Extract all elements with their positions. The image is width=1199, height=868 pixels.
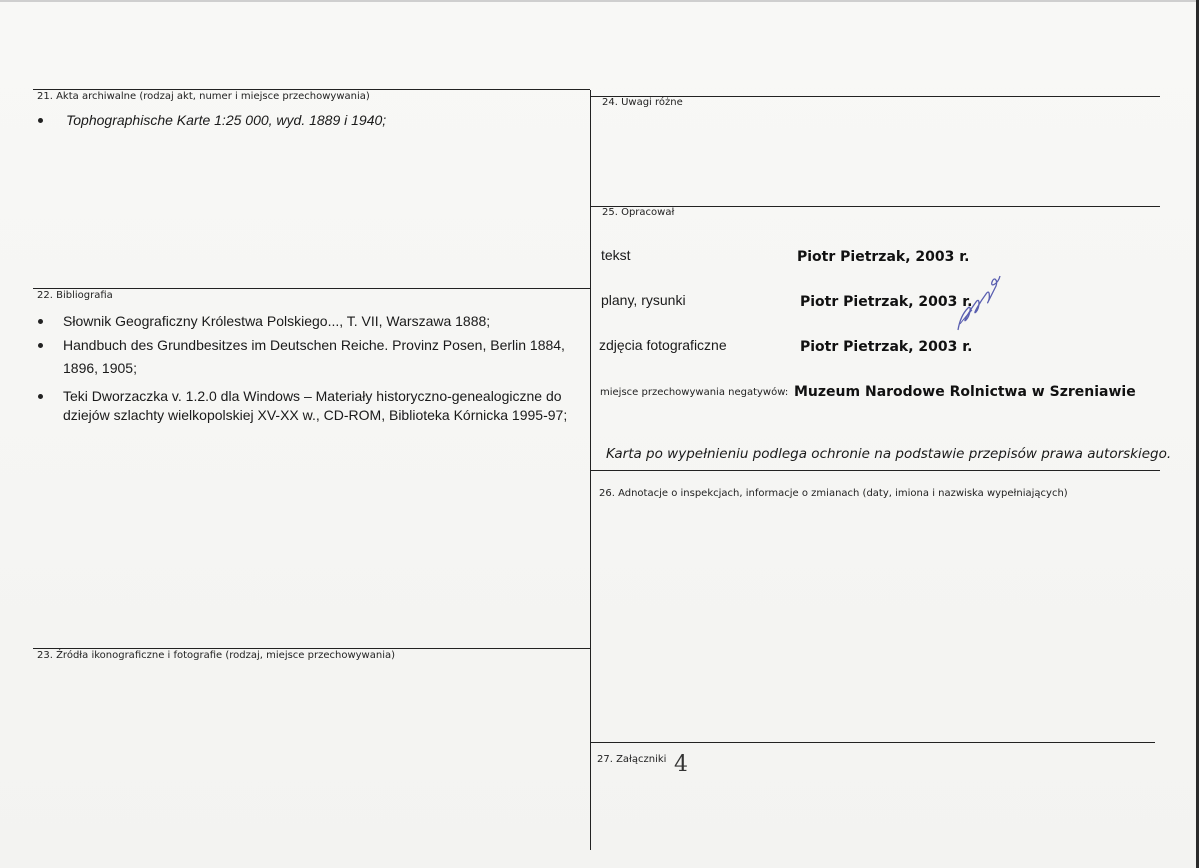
row-label-text: tekst	[601, 247, 631, 263]
row-value-plans: Piotr Pietrzak, 2003 r.	[800, 294, 973, 310]
bibliography-item: Teki Dworzaczka v. 1.2.0 dla Windows – Materiały historyczno-genealogiczne do	[63, 388, 562, 404]
row-value-photos: Piotr Pietrzak, 2003 r.	[800, 339, 973, 355]
section-27-label: 27. Załączniki	[597, 754, 667, 765]
row-label-plans: plany, rysunki	[601, 292, 686, 308]
scan-edge-top	[0, 0, 1199, 2]
section-21-top-border	[33, 89, 590, 90]
section-26-top-border	[590, 470, 1160, 471]
section-24-label: 24. Uwagi różne	[602, 97, 683, 108]
section-21-label: 21. Akta archiwalne (rodzaj akt, numer i miejsce przechowywania)	[37, 91, 370, 102]
bibliography-item-continued: dziejów szlachty wielkopolskiej XV-XX w., CD-ROM, Biblioteka Kórnicka 1995-97;	[63, 407, 568, 423]
section-23-top-border	[33, 648, 590, 649]
bibliography-item-continued: 1896, 1905;	[63, 360, 137, 376]
section-26-label: 26. Adnotacje o inspekcjach, informacje o zmianach (daty, imiona i nazwiska wypełniających)	[599, 488, 1068, 499]
section-25-label: 25. Opracował	[602, 207, 675, 218]
section-23-label: 23. Źródła ikonograficzne i fotografie (rodzaj, miejsce przechowywania)	[37, 650, 396, 661]
row-value-text: Piotr Pietrzak, 2003 r.	[797, 249, 970, 265]
section-25-top-border	[590, 206, 1160, 207]
section-22-top-border	[33, 288, 590, 289]
bibliography-item: Handbuch des Grundbesitzes im Deutschen Reiche. Provinz Posen, Berlin 1884,	[63, 337, 565, 353]
negatives-value: Muzeum Narodowe Rolnictwa w Szreniawie	[794, 384, 1136, 400]
bibliography-item: Słownik Geograficzny Królestwa Polskiego..., T. VII, Warszawa 1888;	[63, 313, 491, 329]
attachments-count-handwritten: 4	[674, 752, 688, 777]
bullet-icon	[38, 343, 43, 348]
bullet-icon	[38, 394, 43, 399]
negatives-label: miejsce przechowywania negatywów:	[600, 387, 789, 398]
copyright-note: Karta po wypełnieniu podlega ochronie na podstawie przepisów prawa autorskiego.	[606, 446, 1172, 462]
section-27-top-border	[590, 742, 1155, 743]
section-22-label: 22. Bibliografia	[37, 290, 113, 301]
bullet-icon	[38, 319, 43, 324]
signature-image	[950, 268, 1010, 338]
archive-item: Tophographische Karte 1:25 000, wyd. 1889 i 1940;	[66, 112, 387, 128]
bullet-icon	[38, 118, 43, 123]
row-label-photos: zdjęcia fotograficzne	[599, 337, 727, 353]
